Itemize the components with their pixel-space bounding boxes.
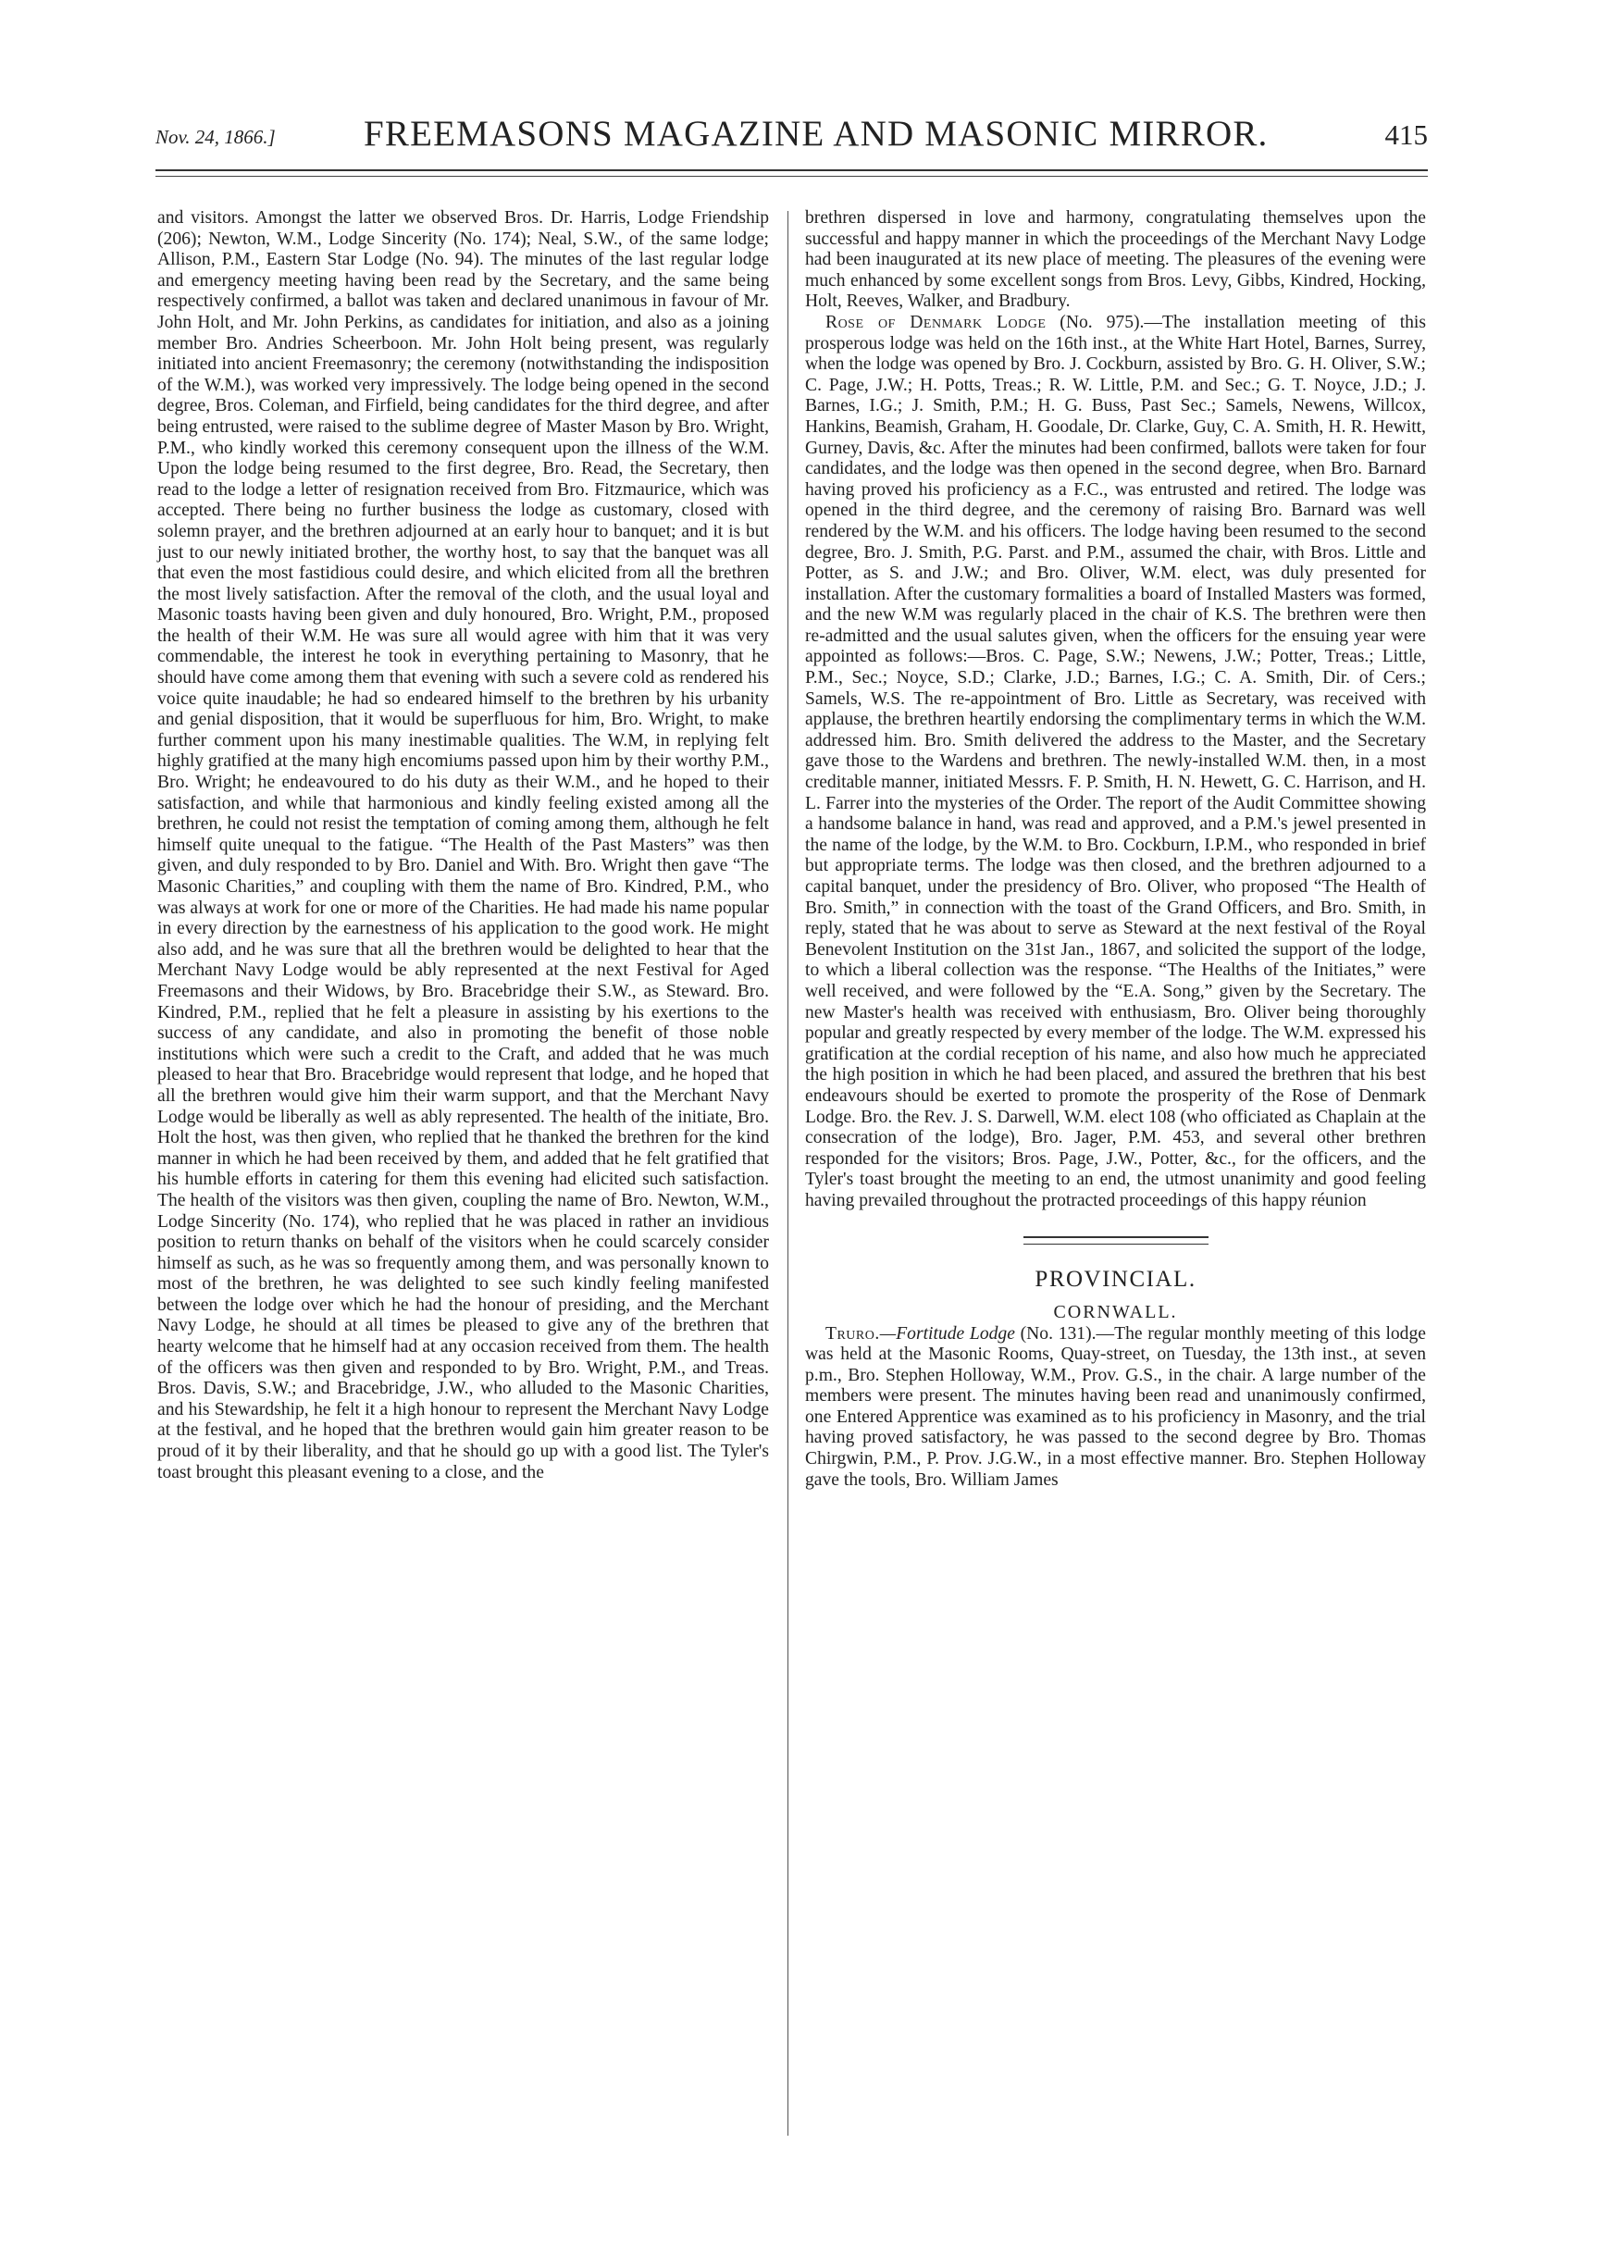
issue-date: Nov. 24, 1866.]: [155, 126, 276, 148]
magazine-title: FREEMASONS MAGAZINE AND MASONIC MIRROR.: [364, 114, 1269, 154]
left-column: [157, 208, 769, 1483]
lodge-report-text: (No. 975).—The installation meeting of this prosperous lodge was held on the 16th inst., at the White Hart Hotel, Barnes, Surrey, when the lodge was opened by Bro. J. Cockburn, assisted by Bro. G. H. Oliver, S.W.; C. Page, J.W.; H. Potts, Treas.; R. W. Little, P.M. and Sec.; G. T. Noyce, J.D.; J. Barnes, I.G.; J. Smith, P.M.; H. G. Buss, Past Sec.; Samels, Newens, Willcox, Hankins, Beamish, Graham, H. Goodale, Dr. Clarke, Guy, C. A. Smith, H. R. Hewitt, Gurney, Davis, &c. After the minutes had been confirmed, ballots were taken for four candidates, and the lodge was then opened in the second degree, when Bro. Barnard having proved his proficiency as a F.C., was entrusted and retired. The lodge was opened in the third degree, and the ceremony of raising Bro. Barnard was well rendered by the W.M. and his officers. The lodge having been resumed to the second degree, Bro. J. Smith, P.G. Parst. and P.M., assumed the chair, with Bros. Little and Potter, as S. and J.W.; and Bro. Oliver, W.M. elect, was duly presented for installation. After the customary formalities a board of Installed Masters was formed, and the new W.M was regularly placed in the chair of K.S. The brethren were then re-admitted and the usual salutes given, when the officers for the ensuing year were appointed as follows:—Bros. C. Page, S.W.; Newens, J.W.; Potter, Treas.; Little, P.M., Sec.; Noyce, S.D.; Clarke, J.D.; Barnes, I.G.; C. A. Smith, Dir. of Cers.; Samels, W.S. The re-appointment of Bro. Little as Secretary, was received with applause, the brethren heartily endorsing the complimentary terms in which the W.M. addressed him. Bro. Smith delivered the address to the Master, and the Secretary gave those to the Wardens and brethren. The newly-installed W.M. then, in a most creditable manner, initiated Messrs. F. P. Smith, H. N. Hewett, G. C. Harrison, and H. L. Farrer into the mysteries of the Order. The report of the Audit Committee showing a handsome balance in hand, was read and approved, and a P.M.'s jewel presented in the name of the lodge, by the W.M. to Bro. Cockburn, I.P.M., who responded in brief but appropriate terms. The lodge was then closed, and the brethren adjourned to a capital banquet, under the presidency of Bro. Oliver, who proposed “The Health of Bro. Smith,” in connection with the toast of the Grand Officers, and Bro. Smith, in reply, stated that he was about to serve as Steward at the next festival of the Royal Benevolent Institution on the 31st Jan., 1867, and solicited the support of the lodge, to which a liberal collection was the response. “The Healths of the Initiates,” were well received, and were followed by the “E.A. Song,” given by the Secretary. The new Master's health was received with enthusiasm, Bro. Oliver being thoroughly popular and greatly respected by every member of the lodge. The W.M. expressed his gratification at the cordial reception of his name, and also how much he appreciated the high position in which he had been placed, and assured the brethren that his best endeavours should be exerted to promote the prosperity of the Rose of Denmark Lodge. Bro. the Rev. J. S. Darwell, W.M. elect 108 (who officiated as Chaplain at the consecration of the lodge), Bro. Jager, P.M. 453, and several other brethren responded for the visitors; Bros. Page, J.W., Potter, &c., for the officers, and the Tyler's toast brought the meeting to an end, the utmost unanimity and good feeling having prevailed throughout the protracted proceedings of this happy réunion: [805, 312, 1427, 1210]
lodge-name: Rose of Denmark Lodge: [825, 312, 1047, 332]
section-heading: PROVINCIAL.: [1035, 1266, 1196, 1292]
lodge-report-paragraph: [805, 313, 1426, 1212]
column-divider: [787, 211, 788, 2136]
lodge-report-text: (No. 131).—The regular monthly meeting of this lodge was held at the Masonic Rooms, Quay-street, on Tuesday, the 13th inst., at seven p.m., Bro. Stephen Holloway, W.M., Prov. G.S., in the chair. A large number of the members were present. The minutes having been read and unanimously confirmed, one Entered Apprentice was examined as to his proficiency in Masonry, and the trial having proved satisfactory, he was passed to the second degree by Bro. Thomas Chirgwin, P.M., P. Prov. J.G.W., in a most effective manner. Bro. Stephen Holloway gave the tools, Bro. William James: [805, 1323, 1426, 1490]
section-divider: [1023, 1236, 1209, 1245]
town-name: Truro.: [825, 1323, 880, 1344]
page-number: 415: [1384, 118, 1428, 151]
page-header: [155, 113, 1428, 159]
county-heading: CORNWALL.: [1053, 1301, 1178, 1322]
lodge-report-paragraph: [805, 1324, 1426, 1492]
article-paragraph: and visitors. Amongst the latter we observed Bros. Dr. Harris, Lodge Friendship (206); Newton, W.M., Lodge Sincerity (No. 174); Neal, S.W., of the same lodge; Allison, P.M., Eastern Star Lodge (No. 94). The minutes of the last regular lodge and emergency meeting having been read by the Secretary, and the same being respectively confirmed, a ballot was taken and declared unanimous in favour of Mr. John Holt, and Mr. John Perkins, as candidates for initiation, and also as a joining member Bro. Andries Scheerboon. Mr. John Holt being present, was regularly initiated into ancient Freemasonry; the ceremony (notwithstanding the indisposition of the W.M.), was worked very impressively. The lodge being opened in the second degree, Bros. Coleman, and Firfield, being candidates for the third degree, and after being entrusted, were raised to the sublime degree of Master Mason by Bro. Wright, P.M., who kindly worked this ceremony consequent upon the illness of the W.M. Upon the lodge being resumed to the first degree, Bro. Read, the Secretary, then read to the lodge a letter of resignation received from Bro. Fitzmaurice, which was accepted. There being no further business the lodge as customary, closed with solemn prayer, and the brethren adjourned at an early hour to banquet; and it is but just to our newly initiated brother, the worthy host, to say that the banquet was all that even the most fastidious could desire, and which elicited from all the brethren the most lively satisfaction. After the removal of the cloth, and the usual loyal and Masonic toasts having been given and duly honoured, Bro. Wright, P.M., proposed the health of their W.M. He was sure all would agree with him that it was very commendable, the interest he took in everything pertaining to Masonry, that he should have come among them that evening with such a severe cold as rendered his voice quite inaudable; he had so endeared himself to the brethren by his urbanity and genial disposition, that it would be superfluous for him, Bro. Wright, to make further comment upon his many inestimable qualities. The W.M, in replying felt highly gratified at the many high encomiums passed upon him by their worthy P.M., Bro. Wright; he endeavoured to do his duty as their W.M., and he hoped to their satisfaction, and while that harmonious and kindly feeling existed among all the brethren, he could not resist the temptation of coming among them, although he felt himself quite unequal to the fatigue. “The Health of the Past Masters” was then given, and duly responded to by Bro. Daniel and With. Bro. Wright then gave “The Masonic Charities,” and coupling with them the name of Bro. Kindred, P.M., who was always at work for one or more of the Charities. He had made his name popular in every direction by the earnestness of his application to the good work. He might also add, and he was sure that all the brethren would be delighted to hear that the Merchant Navy Lodge would be ably represented at the next Festival for Aged Freemasons and their Widows, by Bro. Bracebridge their S.W., as Steward. Bro. Kindred, P.M., replied that he felt a pleasure in assisting by his exertions to the success of any candidate, and also in promoting the benefit of those noble institutions which were such a credit to the Craft, and added that he was much pleased to hear that Bro. Bracebridge would represent that lodge, and he hoped that all the brethren would give him their warm support, and that the Merchant Navy Lodge would be liberally as well as ably represented. The health of the initiate, Bro. Holt the host, was then given, who replied that he thanked the brethren for the kind manner in which he had been received by them, and added that he felt gratified that his humble efforts in catering for them this evening had elicited such satisfaction. The health of the visitors was then given, coupling the name of Bro. Newton, W.M., Lodge Sincerity (No. 174), who replied that he was placed in rather an invidious position to return thanks on behalf of the visitors when he could scarcely consider himself as such, as he was so frequently among them, and was personally known to most of the brethren, he was delighted to see such kindly feeling manifested between the lodge over which he had the honour of presiding, and the Merchant Navy Lodge, he should at all times be pleased to give any of the brethren that hearty welcome that he himself had at any occasion received from them. The health of the officers was then given and responded to by Bro. Wright, P.M., and Treas. Bros. Davis, S.W.; and Bracebridge, J.W., who alluded to the Masonic Charities, and his Stewardship, he felt it a high honour to represent the Merchant Navy Lodge at the festival, and he hoped that the brethren would gain him greater reason to be proud of it by their liberality, and that he should go up with a good list. The Tyler's toast brought this pleasant evening to a close, and the: [157, 208, 769, 1482]
header-rule: [155, 169, 1428, 171]
lodge-name: —Fortitude Lodge: [879, 1323, 1015, 1344]
header-rule-thin: [155, 176, 1428, 177]
article-paragraph: brethren dispersed in love and harmony, congratulating themselves upon the successful and happy manner in which the proceedings of the Merchant Navy Lodge had been inaugurated at its new place of meeting. The pleasures of the evening were much enhanced by some excellent songs from Bros. Levy, Gibbs, Kindred, Hocking, Holt, Reeves, Walker, and Bradbury.: [805, 208, 1426, 312]
right-column: [805, 208, 1426, 1491]
